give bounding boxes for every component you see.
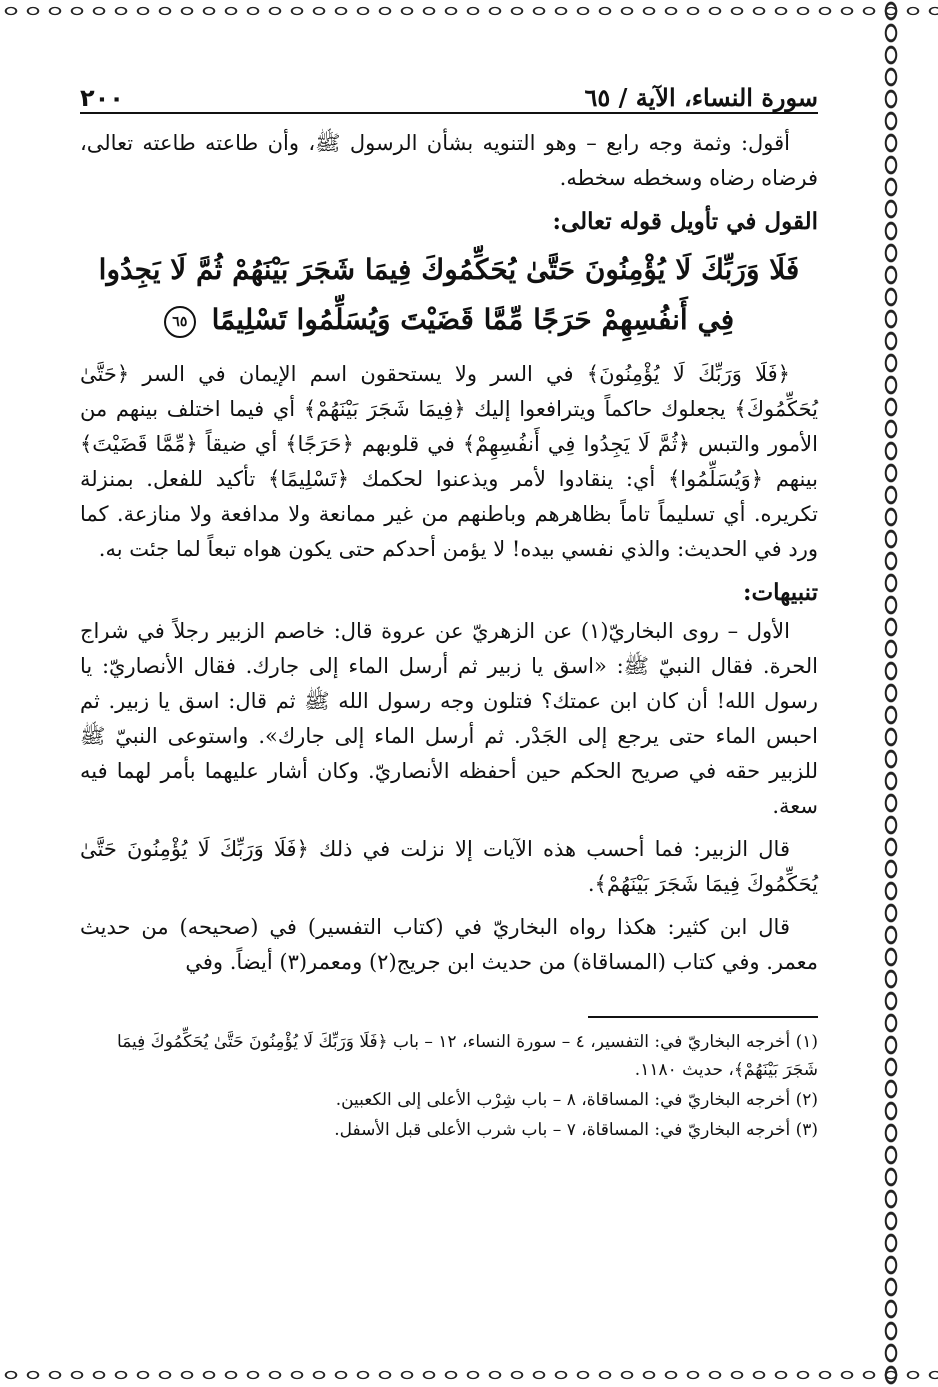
section-heading: القول في تأويل قوله تعالى:: [552, 208, 818, 235]
footnote-divider: [588, 1016, 818, 1018]
footnotes: [80, 1028, 818, 1144]
page-header: [80, 70, 818, 114]
footnote: (١) أخرجه البخاريّ في: التفسير، ٤ – سورة النساء، ١٢ – باب ﴿فَلَا وَرَبِّكَ لَا يُؤْمِنُونَ حَتَّىٰ يُحَكِّمُوكَ فِيمَا شَجَرَ بَيْنَهُمْ﴾، حديث ١١٨٠.: [117, 1032, 818, 1080]
footnote: (٣) أخرجه البخاريّ في: المساقاة، ٧ – باب شرب الأعلى قبل الأسفل.: [334, 1120, 818, 1140]
page-content: [80, 70, 818, 1360]
decorative-border-top: [0, 0, 938, 22]
ayah-number-marker: ٦٥: [164, 306, 196, 338]
paragraph: الأول – روى البخاريّ(١) عن الزهريّ عن عروة قال: خاصم الزبير رجلاً في شراج الحرة. فقال النبيّ ﷺ: «اسق يا زبير ثم أرسل الماء إلى جارك. فقال الأنصاريّ: يا رسول الله! أن كان ابن عمتك؟ فتلون وجه رسول الله ﷺ ثم قال: اسق يا زبير. ثم احبس الماء حتى يرجع إلى الجَدْر. ثم أرسل الماء إلى جارك». واستوعى النبيّ ﷺ للزبير حقه في صريح الحكم حين أحفظه الأنصاريّ. وكان أشار عليهما بأمر لهما فيه سعة.: [80, 619, 818, 818]
paragraph: قال ابن كثير: هكذا رواه البخاريّ في (كتاب التفسير) في (صحيحه) من حديث معمر. وفي كتاب (المساقاة) من حديث ابن جريج(٢) ومعمر(٣) أيضاً. وفي: [80, 915, 818, 974]
paragraph: ﴿فَلَا وَرَبِّكَ لَا يُؤْمِنُونَ﴾ في السر ولا يستحقون اسم الإيمان في السر ﴿حَتَّىٰ يُحَكِّمُوكَ﴾ يجعلوك حاكماً ويترافعوا إليك ﴿فِيمَا شَجَرَ بَيْنَهُمْ﴾ أي فيما اختلف بينهم من الأمور والتبس ﴿ثُمَّ لَا يَجِدُوا فِي أَنفُسِهِمْ﴾ في قلوبهم ﴿حَرَجًا﴾ أي ضيقاً ﴿مِّمَّا قَضَيْتَ﴾ بينهم ﴿وَيُسَلِّمُوا﴾ أي: ينقادوا لأمر ويذعنوا لحكمك ﴿تَسْلِيمًا﴾ تأكيد للفعل. بمنزلة تكريره. أي تسليماً تاماً بظاهرهم وباطنهم من غير ممانعة ولا مدافعة ولا منازعة. كما ورد في الحديث: والذي نفسي بيده! لا يؤمن أحدكم حتى يكون هواه تبعاً لما جئت به.: [80, 362, 818, 561]
ayah-line: فَلَا وَرَبِّكَ لَا يُؤْمِنُونَ حَتَّىٰ يُحَكِّمُوكَ فِيمَا شَجَرَ بَيْنَهُمْ ثُمَّ لَا يَجِدُوا: [98, 253, 800, 286]
ayah-line: [80, 295, 818, 345]
section-heading: تنبيهات:: [743, 579, 818, 606]
page-number: ٢٠٠: [80, 84, 124, 112]
decorative-border-bottom: [0, 1364, 938, 1386]
ayah-text: فِي أَنفُسِهِمْ حَرَجًا مِّمَّا قَضَيْتَ وَيُسَلِّمُوا تَسْلِيمًا: [211, 303, 735, 336]
body-text: [80, 126, 818, 980]
ayah-block: [80, 245, 818, 345]
decorative-border-right: [880, 0, 902, 1387]
footnote: (٢) أخرجه البخاريّ في: المساقاة، ٨ – باب شِرْب الأعلى إلى الكعبين.: [335, 1090, 818, 1110]
paragraph: قال الزبير: فما أحسب هذه الآيات إلا نزلت في ذلك ﴿فَلَا وَرَبِّكَ لَا يُؤْمِنُونَ حَتَّىٰ يُحَكِّمُوكَ فِيمَا شَجَرَ بَيْنَهُمْ﴾.: [80, 837, 818, 896]
running-title: سورة النساء، الآية / ٦٥: [584, 83, 818, 112]
paragraph: أقول: وثمة وجه رابع – وهو التنويه بشأن الرسول ﷺ، وأن طاعته طاعته تعالى، فرضاه رضاه وسخطه سخطه.: [80, 131, 818, 190]
